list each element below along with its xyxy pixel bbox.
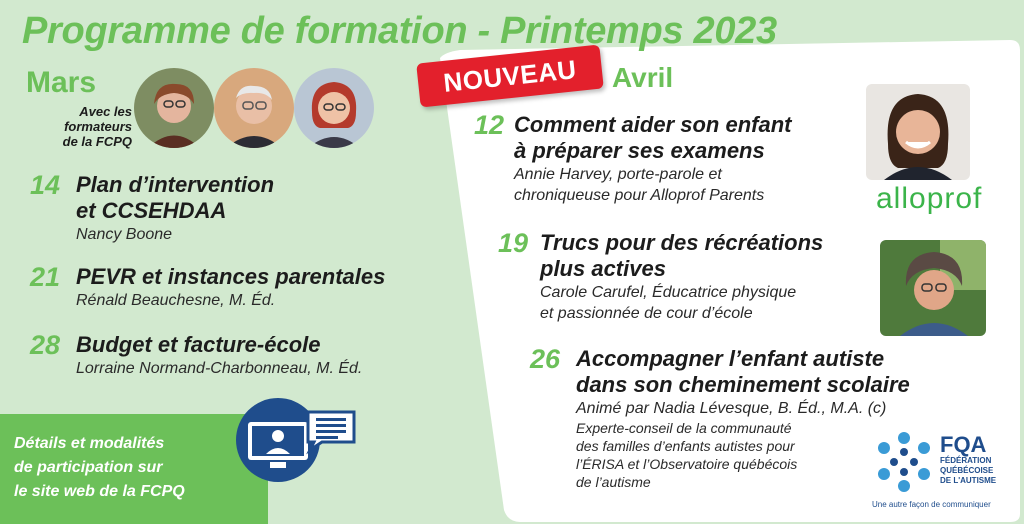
- event-day: 28: [30, 330, 61, 360]
- event-day: 14: [30, 170, 61, 200]
- trainer-photo-3: [294, 68, 374, 148]
- new-badge: NOUVEAU: [416, 45, 604, 108]
- event-speaker: Animé par Nadia Lévesque, B. Éd., M.A. (c): [576, 400, 887, 417]
- event-day: 19: [498, 228, 529, 258]
- speaker-photo-annie-harvey: [866, 84, 970, 180]
- fqa-logo-icon: [872, 430, 936, 494]
- event-speaker: chroniqueuse pour Alloprof Parents: [514, 187, 765, 204]
- month-march: Mars: [26, 66, 97, 99]
- event-title: plus actives: [540, 256, 666, 281]
- event-title: Comment aider son enfant: [514, 112, 792, 137]
- trainer-photo-2: [214, 68, 294, 148]
- computer-chat-icon: [226, 384, 366, 484]
- event-speaker-bio: Experte-conseil de la communauté: [576, 420, 792, 436]
- event-speaker: Carole Carufel, Éducatrice physique: [540, 284, 797, 301]
- details-text: Détails et modalités: [14, 435, 165, 452]
- event-title: à préparer ses examens: [514, 138, 765, 163]
- event-speaker-bio: de l’autisme: [576, 474, 651, 490]
- page-title: Programme de formation - Printemps 2023: [22, 10, 777, 52]
- alloprof-logo: alloprof: [876, 182, 983, 215]
- event-title: PEVR et instances parentales: [76, 264, 386, 289]
- event-speaker: Lorraine Normand-Charbonneau, M. Éd.: [76, 360, 363, 377]
- trainer-photo-1: [134, 68, 214, 148]
- details-text: de participation sur: [14, 459, 163, 476]
- details-text: le site web de la FCPQ: [14, 483, 185, 500]
- event-title: Budget et facture-école: [76, 332, 321, 357]
- event-title: dans son cheminement scolaire: [576, 372, 910, 397]
- event-day: 12: [474, 110, 505, 140]
- event-speaker: Nancy Boone: [76, 226, 173, 243]
- month-april: Avril: [612, 62, 674, 93]
- event-title: Plan d’intervention: [76, 172, 275, 197]
- fqa-tagline: Une autre façon de communiquer: [872, 500, 991, 509]
- speaker-photo-carole-carufel: [880, 240, 986, 336]
- trainers-caption: Avec les formateurs de la FCPQ: [62, 104, 132, 149]
- event-speaker: Annie Harvey, porte-parole et: [514, 166, 722, 183]
- event-speaker: Rénald Beauchesne, M. Éd.: [76, 292, 276, 309]
- event-day: 26: [530, 344, 561, 374]
- event-speaker-bio: des familles d’enfants autistes pour: [576, 438, 795, 454]
- event-speaker: et passionnée de cour d’école: [540, 305, 753, 322]
- event-day: 21: [30, 262, 61, 292]
- event-title: et CCSEHDAA: [76, 198, 227, 223]
- event-speaker-bio: l’ÉRISA et l’Observatoire québécois: [576, 456, 798, 472]
- fqa-wordmark: FQA FÉDÉRATION QUÉBÉCOISE DE L'AUTISME: [940, 432, 997, 485]
- event-title: Trucs pour des récréations: [540, 230, 824, 255]
- event-title: Accompagner l’enfant autiste: [576, 346, 885, 371]
